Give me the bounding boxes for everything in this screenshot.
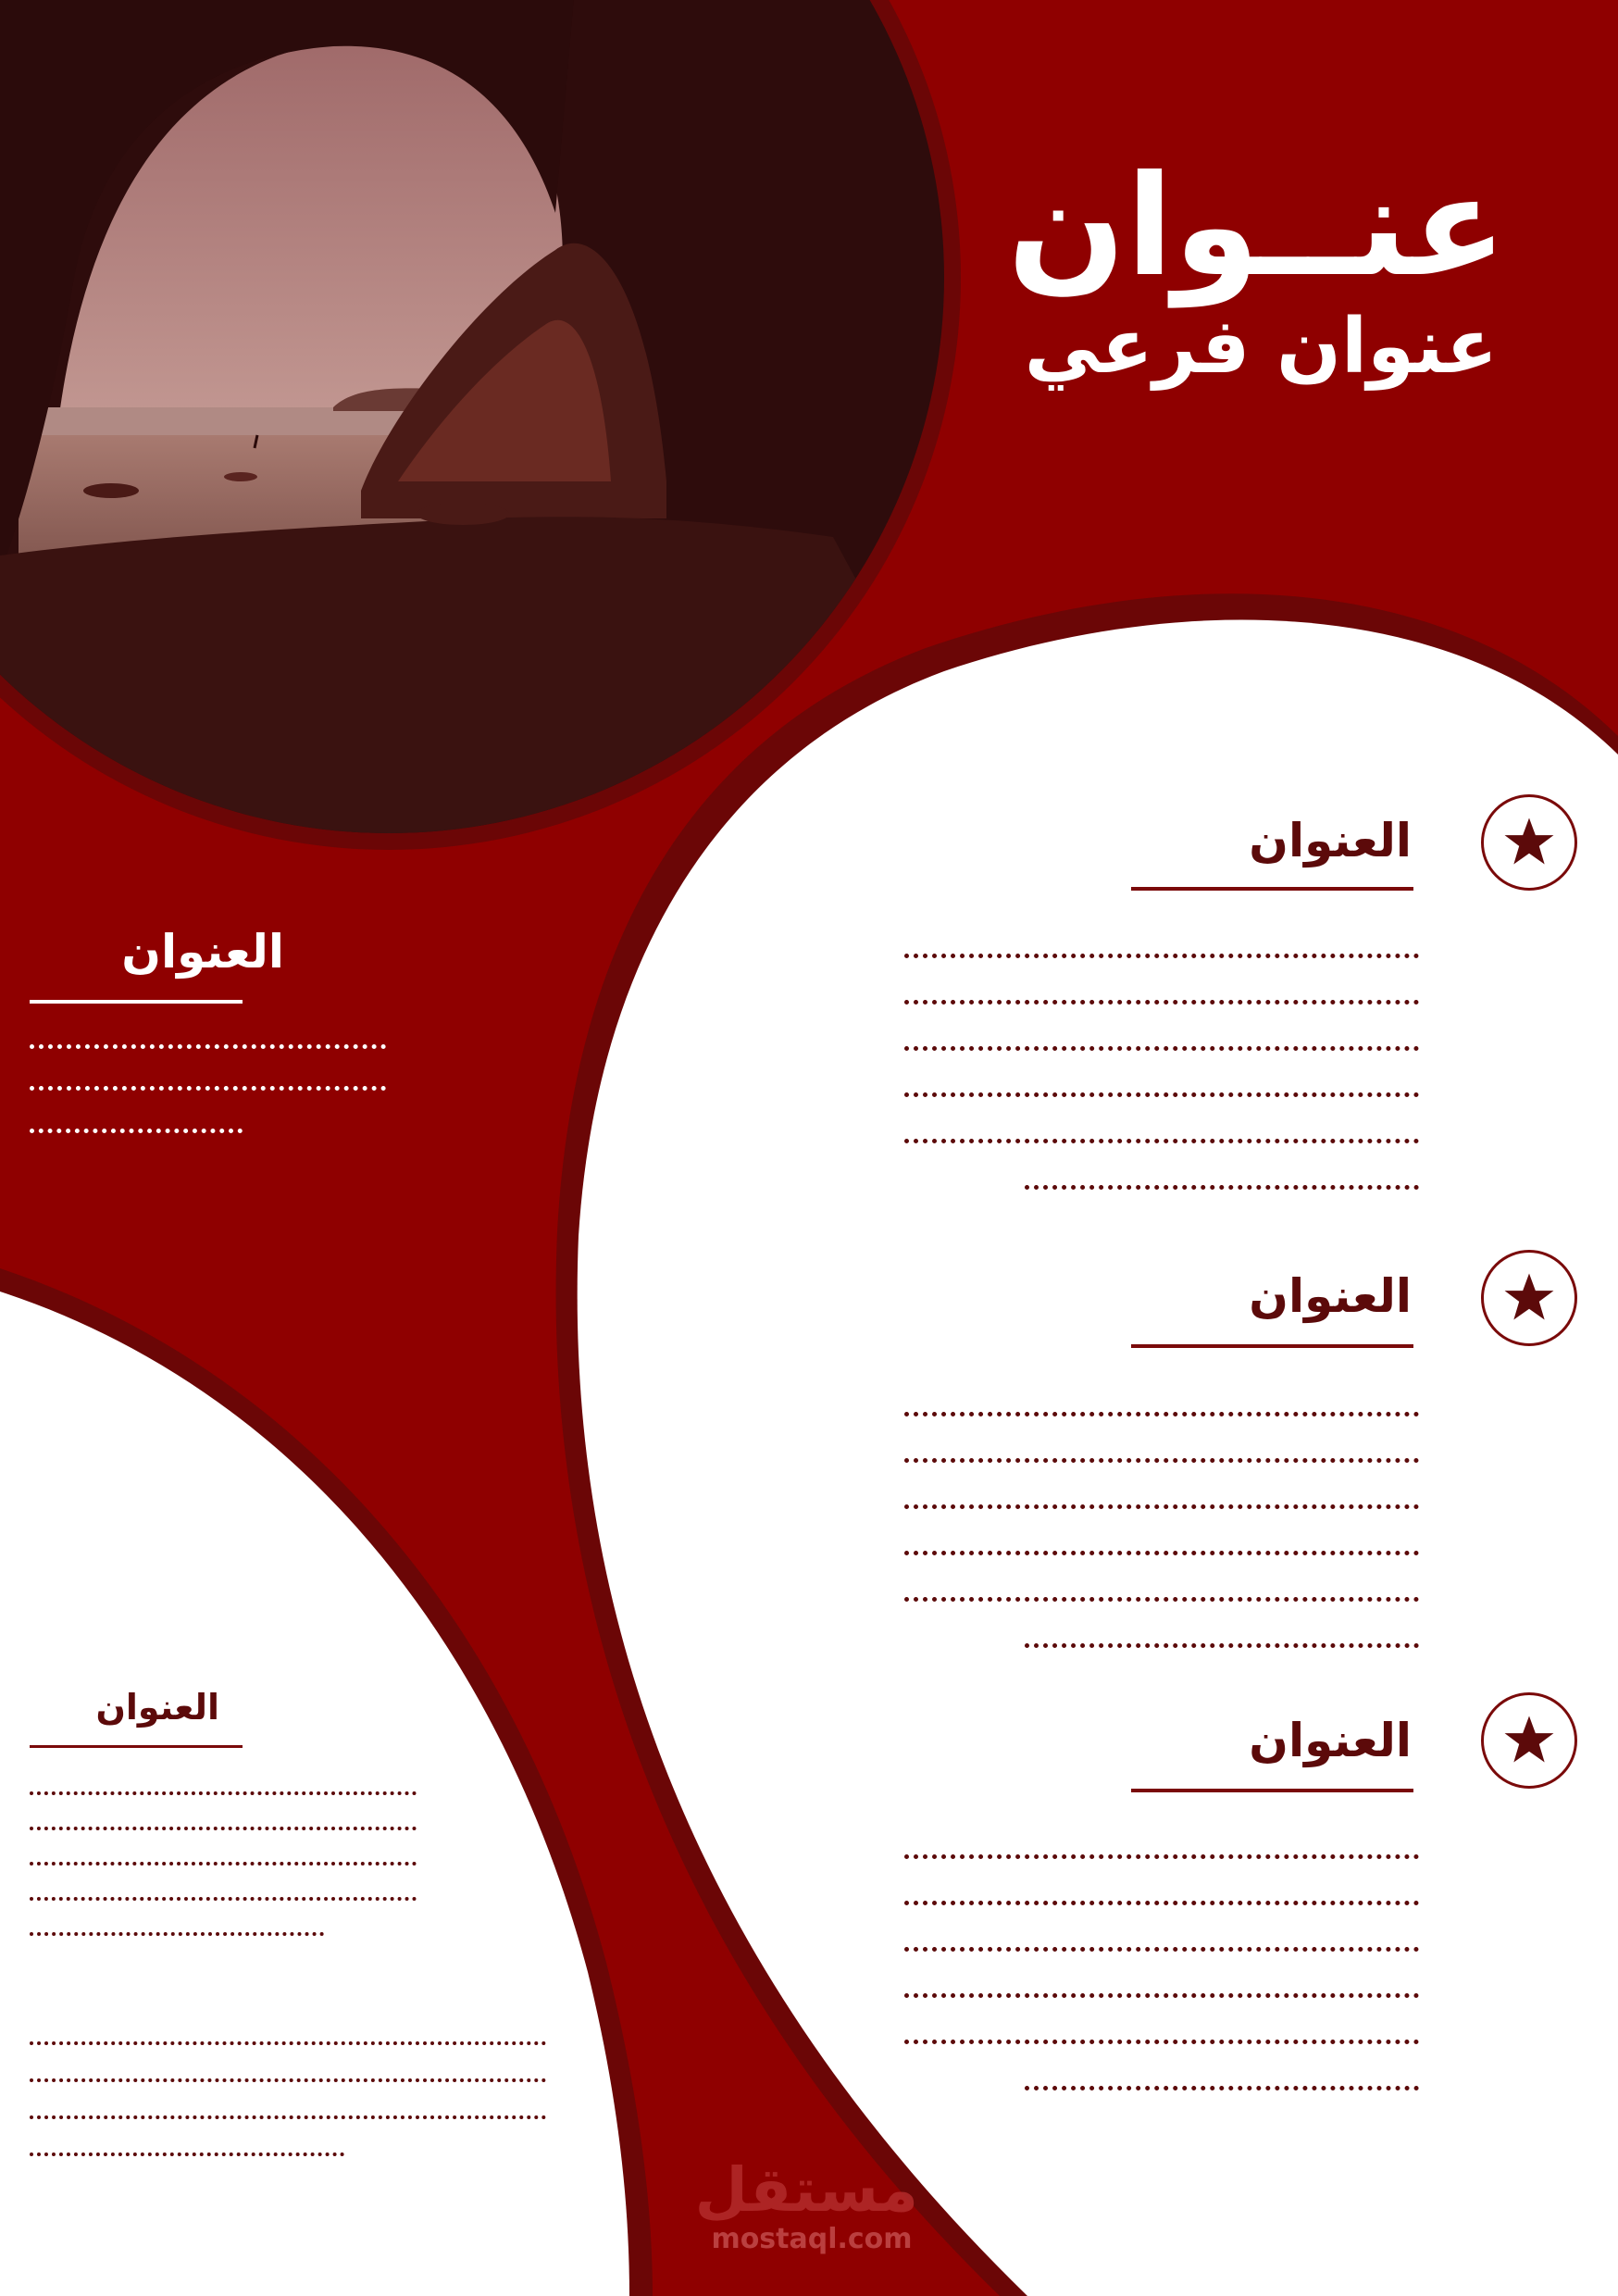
- section-underline: [30, 1000, 243, 1004]
- dotted-line: [30, 1791, 417, 1795]
- dotted-line: [30, 2115, 546, 2119]
- dotted-line: [30, 2041, 546, 2045]
- dotted-line: [30, 1086, 386, 1091]
- dotted-line: [1025, 2086, 1419, 2090]
- watermark-latin: mostaql.com: [711, 2223, 913, 2255]
- dotted-line: [904, 1597, 1419, 1602]
- dotted-line: [1025, 1643, 1419, 1648]
- dotted-line: [30, 2078, 546, 2082]
- section-underline: [1131, 887, 1413, 891]
- dotted-line: [904, 1139, 1419, 1143]
- dotted-line: [30, 1897, 417, 1901]
- dotted-line: [904, 1092, 1419, 1097]
- dotted-line: [904, 1947, 1419, 1952]
- section-underline: [30, 1745, 243, 1748]
- dotted-line: [904, 954, 1419, 958]
- dotted-line: [30, 1862, 417, 1866]
- dotted-line: [30, 1044, 386, 1049]
- section-underline: [1131, 1789, 1413, 1792]
- dotted-line: [904, 1046, 1419, 1051]
- star-badge: [1481, 1692, 1577, 1789]
- dotted-line: [30, 2152, 344, 2156]
- dotted-line: [30, 1932, 324, 1936]
- dotted-line: [904, 1551, 1419, 1555]
- dotted-line: [904, 1458, 1419, 1463]
- star-badge: [1481, 1250, 1577, 1346]
- dotted-line: [904, 2040, 1419, 2044]
- dotted-line: [30, 1827, 417, 1830]
- section-title: العنوان: [1249, 1714, 1412, 1767]
- section-underline: [1131, 1344, 1413, 1348]
- dotted-line: [30, 1129, 243, 1133]
- dotted-line: [1025, 1185, 1419, 1190]
- star-icon: [1484, 797, 1574, 888]
- star-badge: [1481, 794, 1577, 891]
- mostaql-watermark: [694, 2154, 918, 2255]
- star-icon: [1484, 1253, 1574, 1343]
- dotted-line: [904, 1901, 1419, 1905]
- section-title: العنوان: [1249, 814, 1412, 867]
- dotted-line: [904, 1000, 1419, 1004]
- main-title: عنــوان: [1007, 146, 1507, 307]
- star-icon: [1484, 1695, 1574, 1786]
- watermark-arabic: مستقل: [694, 2154, 918, 2226]
- subtitle: عنوان فرعي: [1024, 303, 1498, 391]
- section-title: العنوان: [1249, 1269, 1412, 1323]
- section-title: العنوان: [121, 925, 284, 979]
- dotted-line: [904, 1854, 1419, 1859]
- section-title: العنوان: [95, 1687, 219, 1728]
- dotted-line: [904, 1412, 1419, 1416]
- dotted-line: [904, 1993, 1419, 1998]
- dotted-line: [904, 1504, 1419, 1509]
